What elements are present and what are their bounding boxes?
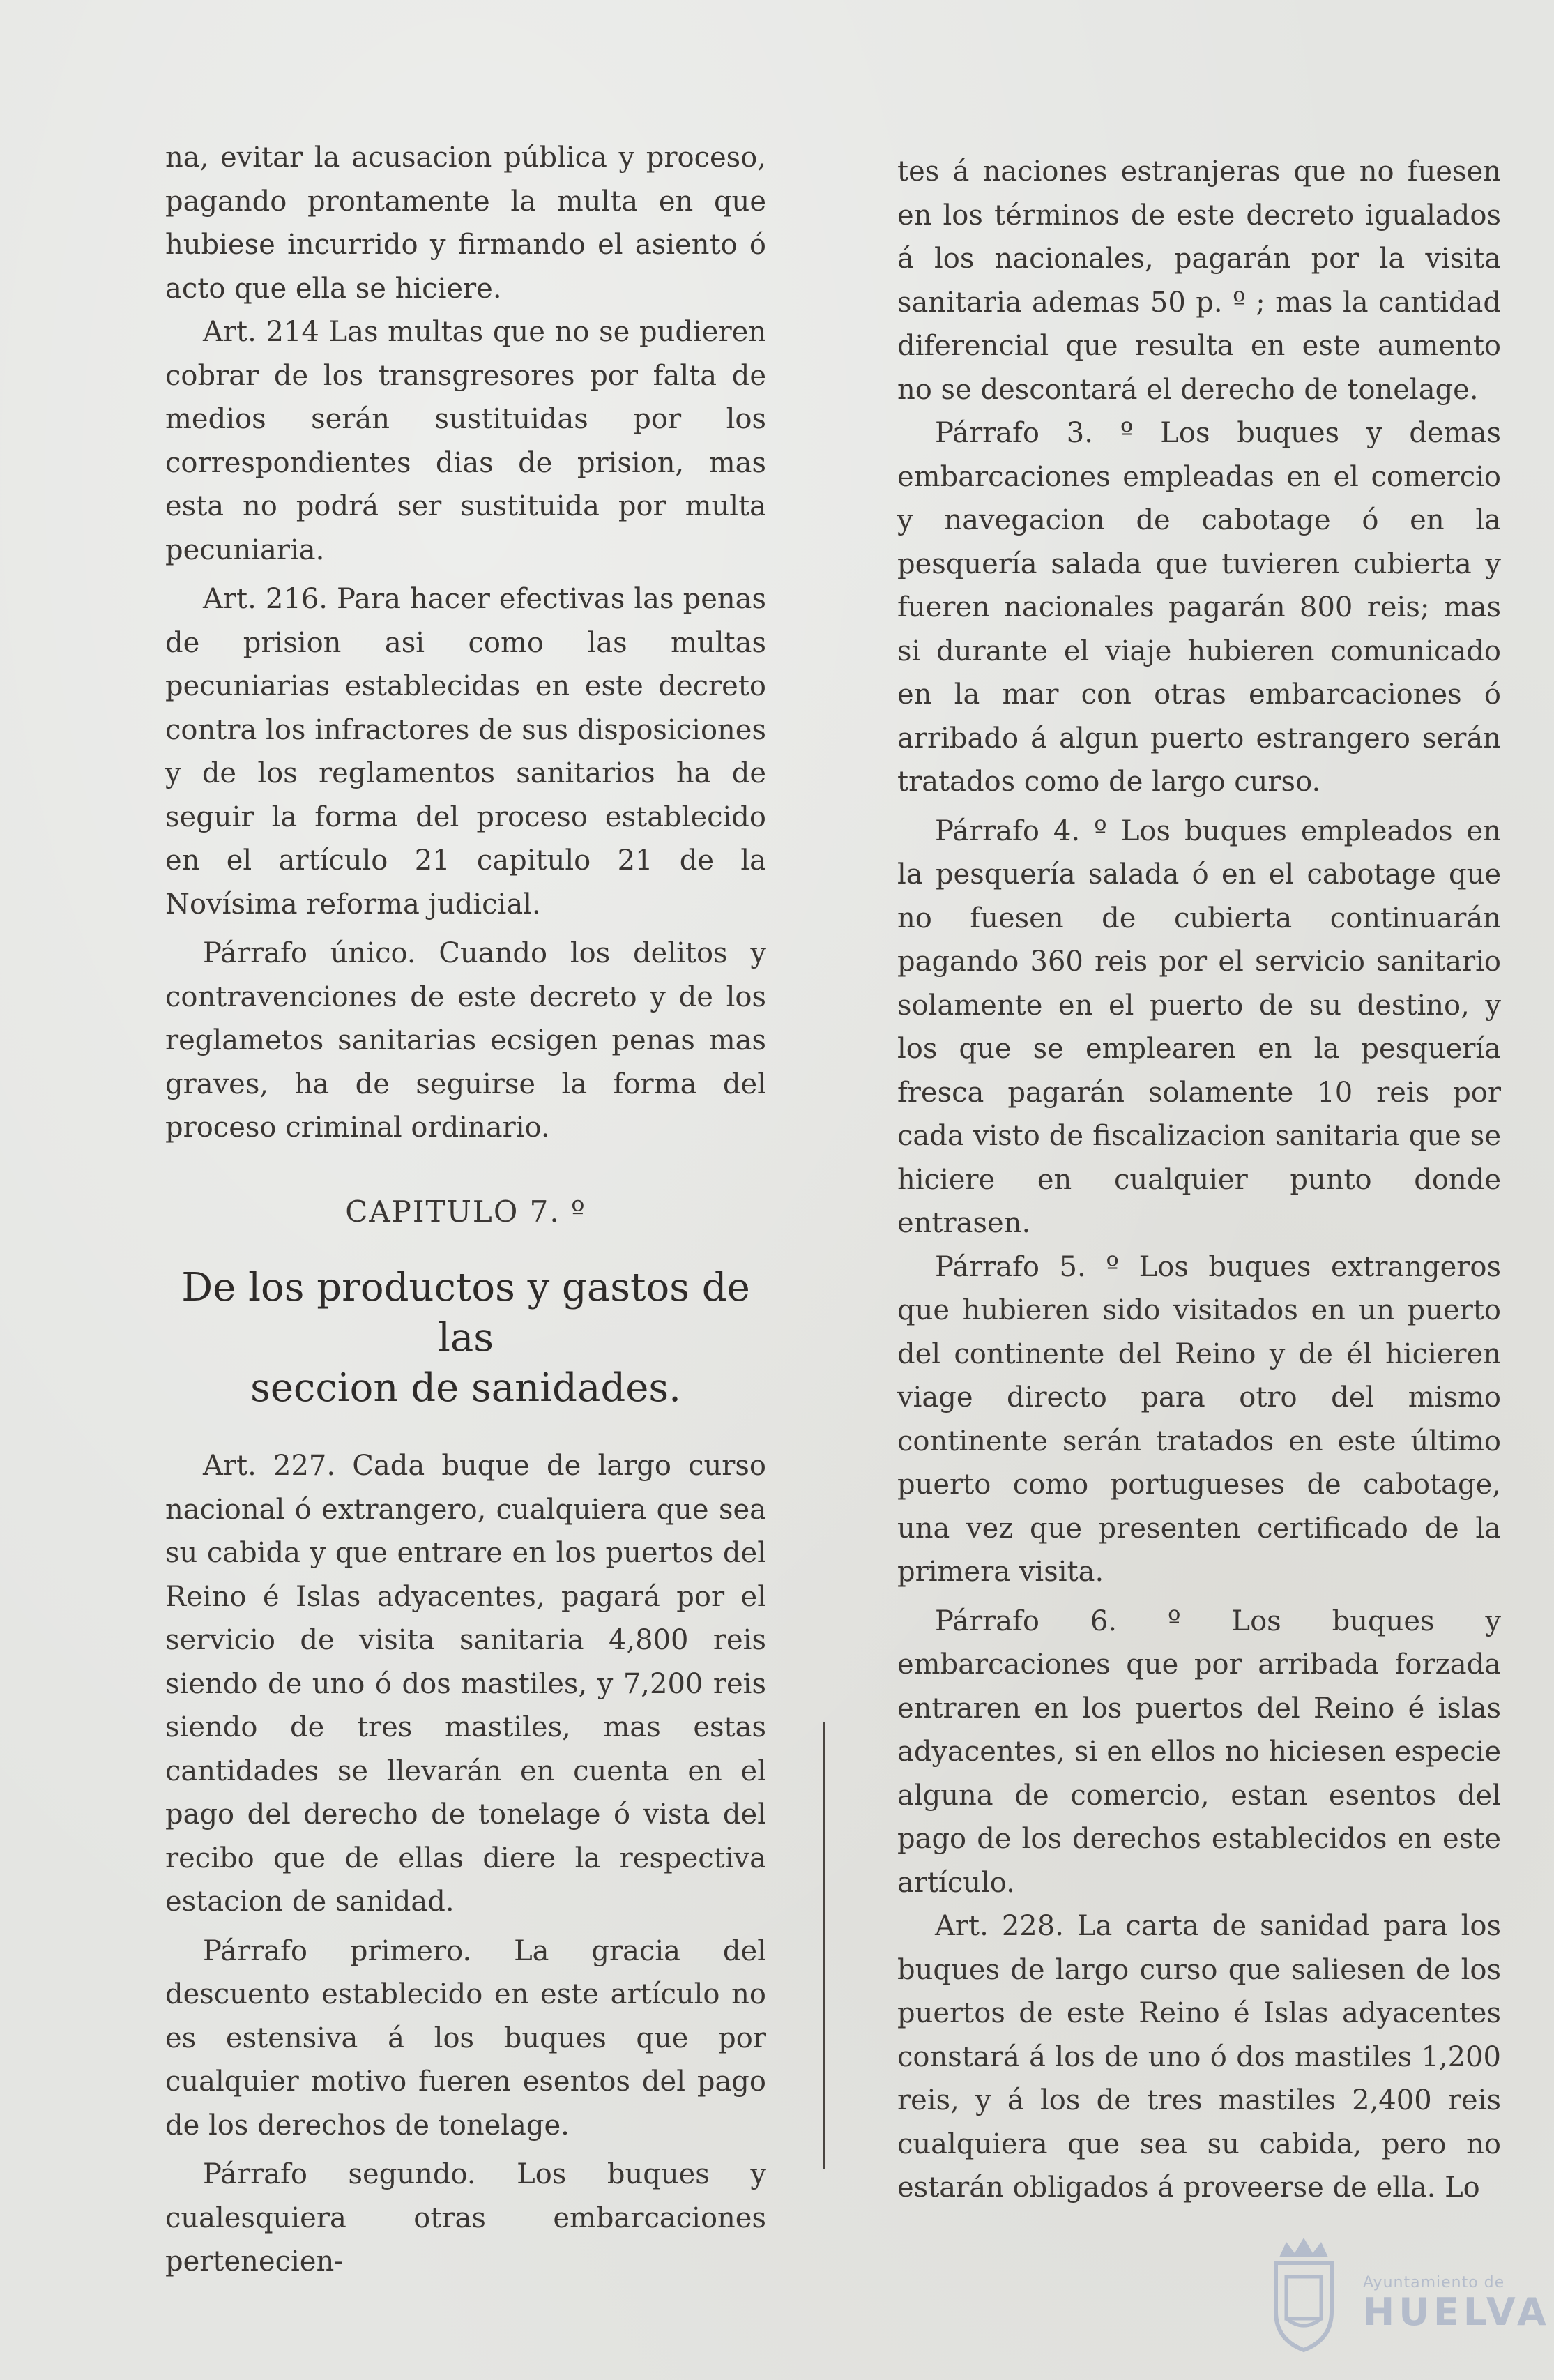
- section-title-line1: De los productos y gastos de las: [181, 1265, 750, 1360]
- column-divider: [823, 1722, 825, 2169]
- article-216: Art. 216. Para hacer efectivas las penas de prision asi como las multas pecuniarias establecidas en este decreto contra los infractores de sus disposiciones y de los reglamentos sanitarios ha de seguir la forma del proceso establecido en el artículo 21 capitulo 21 de la Novísima reforma judicial.: [165, 583, 766, 920]
- paragraph: na, evitar la acusacion pública y proceso, pagando prontamente la multa en que hubiese incurrido y firmando el asiento ó acto que ella se hiciere.: [165, 142, 766, 305]
- article-214: Art. 214 Las multas que no se pudieren cobrar de los transgresores por falta de medios serán sustituidas por los correspondientes dias de prision, mas esta no podrá ser sustituida por multa pecuniaria.: [165, 316, 766, 566]
- paragraph-unico: Párrafo único. Cuando los delitos y contravenciones de este decreto y de los reglametos sanitarias ecsigen penas mas graves, ha de seguirse la forma del proceso criminal ordinario.: [165, 937, 766, 1144]
- watermark-text: [1363, 2274, 1551, 2333]
- paragraph-4: Párrafo 4. º Los buques empleados en la pesquería salada ó en el cabotage que no fuesen de cubierta continuarán pagando 360 reis por el servicio sanitario solamente en el puerto de su destino, y los que se emplearen en la pesquería fresca pagarán solamente 10 reis por cada visto de fiscalizacion sanitaria que se hiciere en cualquier punto donde entrasen.: [897, 814, 1501, 1239]
- paragraph-5: Párrafo 5. º Los buques extrangeros que hubieren sido visitados en un puerto del continente del Reino y de él hicieren viage directo para otro del mismo continente serán tratados en este último puerto como portugueses de cabotage, una vez que presenten certificado de la primera visita.: [897, 1250, 1501, 1588]
- paragraph-6: Párrafo 6. º Los buques y embarcaciones que por arribada forzada entraren en los puertos del Reino é islas adyacentes, si en ellos no hiciesen especie alguna de comercio, estan esentos del pago de los derechos establecidos en este artículo.: [897, 1605, 1501, 1899]
- paragraph-segundo: Párrafo segundo. Los buques y cualesquiera otras embarcaciones pertenecien-: [165, 2158, 766, 2277]
- paragraph-3: Párrafo 3. º Los buques y demas embarcaciones empleadas en el comercio y navegacion de cabotage ó en la pesquería salada que tuvieren cubierta y fueren nacionales pagarán 800 reis; mas si durante el viaje hubieren comunicado en la mar con otras embarcaciones ó arribado á algun puerto estrangero serán tratados como de largo curso.: [897, 417, 1501, 798]
- section-title: [165, 1263, 766, 1413]
- section-title-line2: seccion de sanidades.: [250, 1365, 681, 1411]
- article-227: Art. 227. Cada buque de largo curso nacional ó extrangero, cualquiera que sea su cabida y que entrare en los puertos del Reino é Islas adyacentes, pagará por el servicio de visita sanitaria 4,800 reis siendo de uno ó dos mastiles, y 7,200 reis siendo de tres mastiles, mas estas cantidades se llevarán en cuenta en el pago del derecho de tonelage ó vista del recibo que de ellas diere la respectiva estacion de sanidad.: [165, 1450, 766, 1918]
- article-228: Art. 228. La carta de sanidad para los buques de largo curso que saliesen de los puertos de este Reino é Islas adyacentes constará á los de uno ó dos mastiles 1,200 reis, y á los de tres mastiles 2,400 reis cualquiera que sea su cabida, pero no estarán obligados á proveerse de ella. Lo: [897, 1910, 1501, 2204]
- watermark-small: Ayuntamiento de: [1363, 2274, 1505, 2291]
- left-column: [165, 136, 766, 2284]
- paragraph-primero: Párrafo primero. La gracia del descuento establecido en este artículo no es estensiva á los buques que por cualquier motivo fueren esentos del pago de los derechos de tonelage.: [165, 1934, 766, 2142]
- watermark-logo: [1265, 2235, 1551, 2367]
- right-column: [897, 150, 1501, 2210]
- crest-icon: [1265, 2235, 1342, 2354]
- chapter-heading: CAPITULO 7. º: [345, 1194, 586, 1229]
- watermark-big: HUELVA: [1363, 2290, 1551, 2334]
- paragraph: tes á naciones estranjeras que no fuesen en los términos de este decreto igualados á los nacionales, pagarán por la visita sanitaria ademas 50 p. º ; mas la cantidad diferencial que resulta en este aumento no se descontará el derecho de tonelage.: [897, 156, 1501, 406]
